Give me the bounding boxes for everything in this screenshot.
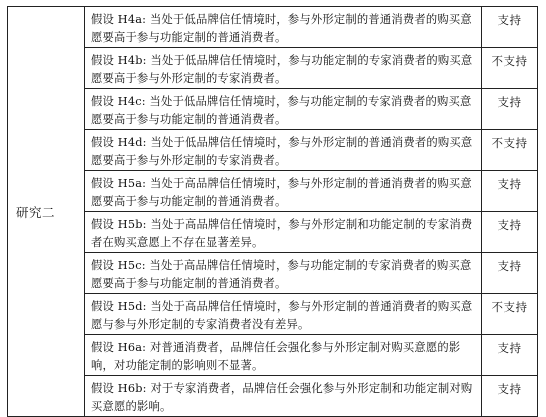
result-text: 不支持 (482, 48, 538, 89)
result-text: 支持 (482, 7, 538, 48)
table-row (8, 294, 538, 335)
result-text: 支持 (482, 335, 538, 376)
hypothesis-text: 假设 H6a: 对普通消费者，品牌信任会强化参与外形定制对购买意愿的影响，对功能定制的影响则不显著。 (85, 335, 482, 376)
table-row (8, 130, 538, 171)
hypothesis-text: 假设 H4d: 当处于低品牌信任情境时，参与外形定制的普通消费者的购买意愿要高于参与外形定制的专家消费者。 (85, 130, 482, 171)
table-row (8, 253, 538, 294)
hypothesis-text: 假设 H5d: 当处于高品牌信任情境时，参与外形定制的普通消费者的购买意愿与参与外形定制的专家消费者没有差异。 (85, 294, 482, 335)
result-text: 不支持 (482, 294, 538, 335)
table-row (8, 48, 538, 89)
hypothesis-text: 假设 H6b: 对于专家消费者，品牌信任会强化参与外形定制和功能定制对购买意愿的影响。 (85, 376, 482, 417)
hypothesis-results-table (7, 6, 538, 417)
hypothesis-text: 假设 H4c: 当处于低品牌信任情境时，参与功能定制的专家消费者的购买意愿要高于参与功能定制的普通消费者。 (85, 89, 482, 130)
hypothesis-text: 假设 H5b: 当处于高品牌信任情境时，参与外形定制和功能定制的专家消费者在购买意愿上不存在显著差异。 (85, 212, 482, 253)
table-row (8, 7, 538, 48)
table-row (8, 376, 538, 417)
table-row (8, 212, 538, 253)
table-row (8, 171, 538, 212)
hypothesis-text: 假设 H5c: 当处于高品牌信任情境时，参与功能定制的专家消费者的购买意愿要高于参与功能定制的普通消费者。 (85, 253, 482, 294)
result-text: 支持 (482, 89, 538, 130)
study-label: 研究二 (8, 7, 85, 417)
hypothesis-text: 假设 H4b: 当处于低品牌信任情境时，参与功能定制的专家消费者的购买意愿要高于参与外形定制的专家消费者。 (85, 48, 482, 89)
result-text: 支持 (482, 171, 538, 212)
result-text: 支持 (482, 253, 538, 294)
result-text: 支持 (482, 212, 538, 253)
table-row (8, 335, 538, 376)
table-row (8, 89, 538, 130)
hypothesis-text: 假设 H4a: 当处于低品牌信任情境时，参与外形定制的普通消费者的购买意愿要高于参与功能定制的普通消费者。 (85, 7, 482, 48)
result-text: 支持 (482, 376, 538, 417)
result-text: 不支持 (482, 130, 538, 171)
hypothesis-text: 假设 H5a: 当处于高品牌信任情境时，参与外形定制的普通消费者的购买意愿要高于参与功能定制的普通消费者。 (85, 171, 482, 212)
